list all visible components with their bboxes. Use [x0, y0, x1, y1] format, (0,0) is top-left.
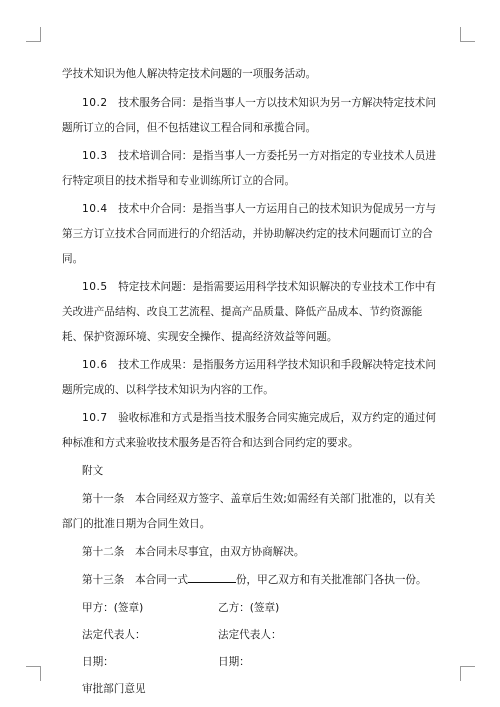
- approval-row: [62, 677, 440, 704]
- definition-10-3: 10.3 技术培训合同：是指当事人一方委托另一方对指定的专业技术人员进行特定项目的技术指导和专业训练所订立的合同。: [62, 150, 436, 187]
- definition-10-6: 10.6 技术工作成果：是指服务方运用科学技术知识和手段解决特定技术问题所完成的、以科学技术知识为内容的工作。: [62, 359, 436, 396]
- article-effective-date: 第十一条 本合同经双方签字、盖章后生效;如需经有关部门批准的，以有关部门的批准日期为合同生效日。: [62, 493, 436, 530]
- rep-b-label: 法定代表人：: [218, 629, 282, 641]
- article-unresolved-matters: 第十二条 本合同未尽事宜，由双方协商解决。: [82, 546, 305, 558]
- approval-label: 审批部门意见: [82, 683, 146, 695]
- definition-10-7: 10.7 验收标准和方式是指当技术服务合同实施完成后，双方约定的通过何种标准和方式来验收技术服务是否符合和达到合同约定的要求。: [62, 412, 436, 449]
- crop-mark-bottom-right: [460, 666, 475, 681]
- intro-line: 学技术知识为他人解决特定技术问题的一项服务活动。: [62, 68, 317, 80]
- definition-10-5: 10.5 特定技术问题：是指需要运用科学技术知识解决的专业技术工作中有关改进产品结构、改良工艺流程、提高产品质量、降低产品成本、节约资源能耗、保护资源环境、实现安全操作、提高经济效益等问题。: [62, 281, 436, 343]
- crop-mark-bottom-left: [26, 666, 41, 681]
- date-b-label: 日期：: [218, 656, 250, 668]
- party-a-label: 甲方：(签章): [82, 602, 144, 614]
- signature-row-representatives: [62, 623, 440, 650]
- definition-10-4: 10.4 技术中介合同：是指当事人一方运用自己的技术知识为促成另一方与第三方订立技术合同而进行的介绍活动，并协助解决约定的技术问题而订立的合同。: [62, 203, 436, 265]
- date-a-label: 日期：: [82, 656, 114, 668]
- article-copies: 第十三条 本合同一式 份，甲乙双方和有关批准部门各执一份。: [82, 574, 427, 586]
- rep-a-label: 法定代表人：: [82, 629, 146, 641]
- appendix-heading: 附文: [82, 465, 104, 477]
- definition-10-2: 10.2 技术服务合同：是指当事人一方以技术知识为另一方解决特定技术问题所订立的合同，但不包括建议工程合同和承揽合同。: [62, 97, 436, 134]
- copies-blank-field[interactable]: [188, 572, 236, 583]
- signature-row-parties: [62, 596, 440, 623]
- signature-row-dates: [62, 650, 440, 677]
- party-b-label: 乙方：(签章): [218, 602, 280, 614]
- crop-mark-top-right: [460, 27, 475, 42]
- crop-mark-top-left: [26, 27, 41, 42]
- document-body: [62, 62, 440, 704]
